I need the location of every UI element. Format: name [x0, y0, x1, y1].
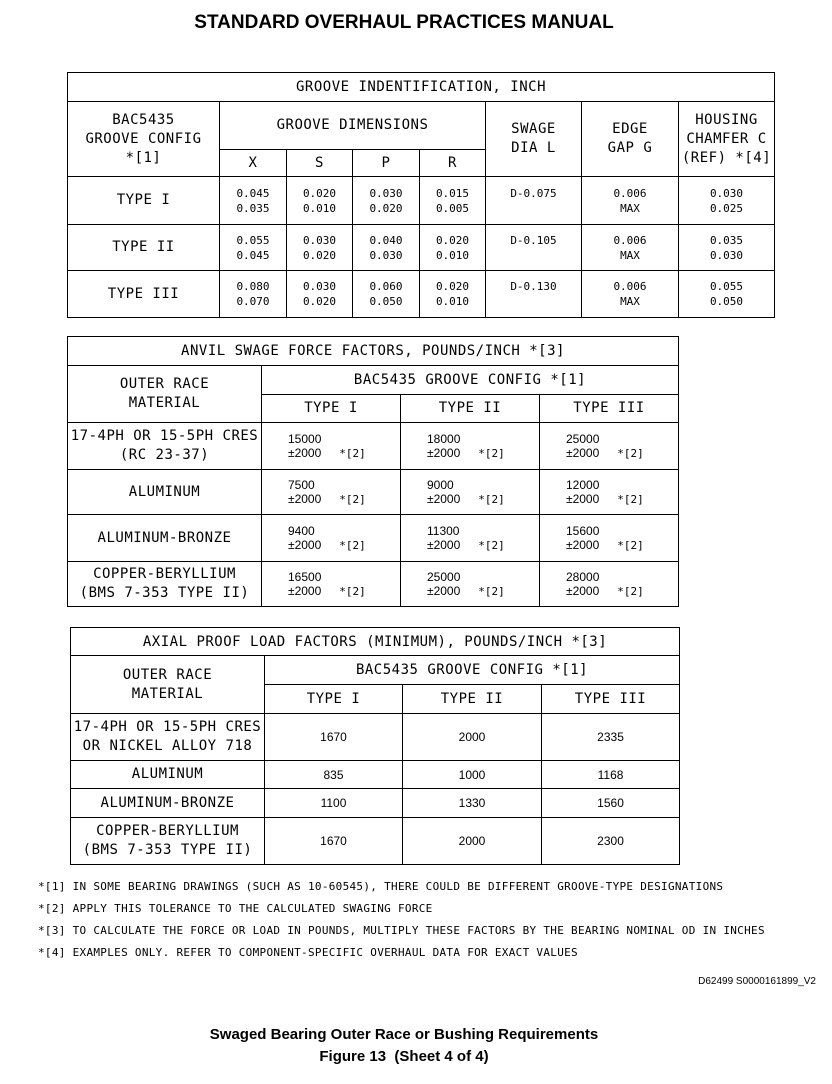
housing-value: 0.035 0.030 — [679, 225, 775, 271]
load-value: 1670 — [265, 818, 403, 865]
anvil-swage-force-table — [67, 336, 679, 607]
dim-r-value: 0.020 0.010 — [420, 271, 486, 318]
table-row — [68, 225, 775, 271]
table-row — [68, 515, 679, 562]
table-row — [68, 423, 679, 470]
edge-value: 0.006 MAX — [582, 271, 679, 318]
groove-dimensions-header: GROOVE DIMENSIONS — [220, 102, 486, 150]
page-title: STANDARD OVERHAUL PRACTICES MANUAL — [194, 12, 614, 33]
figure-number: Figure 13 (Sheet 4 of 4) — [319, 1048, 489, 1065]
material-cell: COPPER-BERYLLIUM (BMS 7-353 TYPE II) — [71, 818, 265, 865]
force-value: 18000 ±2000 *[2] — [401, 423, 540, 470]
force-value: 25000 ±2000 *[2] — [540, 423, 679, 470]
dim-r-header: R — [420, 150, 486, 177]
load-value: 2000 — [403, 714, 542, 761]
force-value: 9400 ±2000 *[2] — [262, 515, 401, 562]
axial-proof-load-table — [70, 627, 680, 865]
swage-value: D-0.075 — [486, 177, 582, 225]
housing-value: 0.030 0.025 — [679, 177, 775, 225]
material-cell: ALUMINUM-BRONZE — [71, 789, 265, 818]
groove-identification-table — [67, 72, 775, 318]
note-3: *[3] TO CALCULATE THE FORCE OR LOAD IN POUNDS, MULTIPLY THESE FACTORS BY THE BEARING NOMINAL OD IN INCHES — [38, 924, 765, 937]
table-row — [71, 714, 680, 761]
force-value: 25000 ±2000 *[2] — [401, 562, 540, 607]
note-2: *[2] APPLY THIS TOLERANCE TO THE CALCULATED SWAGING FORCE — [38, 902, 433, 915]
load-value: 1100 — [265, 789, 403, 818]
dim-s-value: 0.020 0.010 — [287, 177, 353, 225]
force-value: 15600 ±2000 *[2] — [540, 515, 679, 562]
dim-p-header: P — [353, 150, 420, 177]
load-value: 1670 — [265, 714, 403, 761]
notes-block — [38, 876, 765, 964]
type-i-header: TYPE I — [265, 685, 403, 714]
edge-value: 0.006 MAX — [582, 225, 679, 271]
load-value: 2000 — [403, 818, 542, 865]
force-value: 15000 ±2000 *[2] — [262, 423, 401, 470]
dim-x-value: 0.055 0.045 — [220, 225, 287, 271]
groove-config-header: BAC5435 GROOVE CONFIG *[1] — [265, 656, 680, 685]
housing-value: 0.055 0.050 — [679, 271, 775, 318]
material-cell: ALUMINUM — [71, 761, 265, 789]
force-value: 12000 ±2000 *[2] — [540, 470, 679, 515]
edge-gap-header: EDGE GAP G — [582, 102, 679, 177]
force-value: 16500 ±2000 *[2] — [262, 562, 401, 607]
swage-value: D-0.130 — [486, 271, 582, 318]
table-row — [71, 818, 680, 865]
material-cell: 17-4PH OR 15-5PH CRES (RC 23-37) — [68, 423, 262, 470]
dim-r-value: 0.020 0.010 — [420, 225, 486, 271]
dim-s-value: 0.030 0.020 — [287, 271, 353, 318]
table-row — [71, 789, 680, 818]
figure-caption: Swaged Bearing Outer Race or Bushing Requirements — [209, 1026, 599, 1043]
row-type: TYPE I — [68, 177, 220, 225]
row-type: TYPE III — [68, 271, 220, 318]
force-value: 7500 ±2000 *[2] — [262, 470, 401, 515]
dim-x-value: 0.080 0.070 — [220, 271, 287, 318]
table-row — [68, 470, 679, 515]
dim-p-value: 0.030 0.020 — [353, 177, 420, 225]
drawing-id: D62499 S0000161899_V2 — [698, 976, 816, 987]
housing-chamfer-header: HOUSING CHAMFER C (REF) *[4] — [679, 102, 775, 177]
type-iii-header: TYPE III — [540, 395, 679, 423]
axial-table-caption: AXIAL PROOF LOAD FACTORS (MINIMUM), POUNDS/INCH *[3] — [71, 628, 680, 656]
material-cell: ALUMINUM-BRONZE — [68, 515, 262, 562]
load-value: 835 — [265, 761, 403, 789]
dim-p-value: 0.040 0.030 — [353, 225, 420, 271]
swage-dia-header: SWAGE DIA L — [486, 102, 582, 177]
dim-r-value: 0.015 0.005 — [420, 177, 486, 225]
load-value: 1330 — [403, 789, 542, 818]
load-value: 1560 — [542, 789, 680, 818]
table-row — [68, 562, 679, 607]
material-cell: COPPER-BERYLLIUM (BMS 7-353 TYPE II) — [68, 562, 262, 607]
anvil-table-caption: ANVIL SWAGE FORCE FACTORS, POUNDS/INCH *[3] — [68, 337, 679, 366]
load-value: 1168 — [542, 761, 680, 789]
type-ii-header: TYPE II — [401, 395, 540, 423]
edge-value: 0.006 MAX — [582, 177, 679, 225]
row-type: TYPE II — [68, 225, 220, 271]
load-value: 2335 — [542, 714, 680, 761]
dim-p-value: 0.060 0.050 — [353, 271, 420, 318]
groove-config-header: BAC5435 GROOVE CONFIG *[1] — [262, 366, 679, 395]
load-value: 1000 — [403, 761, 542, 789]
dim-x-value: 0.045 0.035 — [220, 177, 287, 225]
type-iii-header: TYPE III — [542, 685, 680, 714]
swage-value: D-0.105 — [486, 225, 582, 271]
load-value: 2300 — [542, 818, 680, 865]
outer-race-material-header: OUTER RACE MATERIAL — [68, 366, 262, 423]
groove-table-caption: GROOVE INDENTIFICATION, INCH — [68, 73, 775, 102]
dim-x-header: X — [220, 150, 287, 177]
force-value: 11300 ±2000 *[2] — [401, 515, 540, 562]
force-value: 28000 ±2000 *[2] — [540, 562, 679, 607]
table-row — [71, 761, 680, 789]
type-ii-header: TYPE II — [403, 685, 542, 714]
dim-s-value: 0.030 0.020 — [287, 225, 353, 271]
note-1: *[1] IN SOME BEARING DRAWINGS (SUCH AS 10-60545), THERE COULD BE DIFFERENT GROOVE-TYPE DESIGNATIONS — [38, 880, 724, 893]
dim-s-header: S — [287, 150, 353, 177]
note-4: *[4] EXAMPLES ONLY. REFER TO COMPONENT-SPECIFIC OVERHAUL DATA FOR EXACT VALUES — [38, 946, 578, 959]
type-i-header: TYPE I — [262, 395, 401, 423]
groove-config-header: BAC5435 GROOVE CONFIG *[1] — [68, 102, 220, 177]
material-cell: 17-4PH OR 15-5PH CRES OR NICKEL ALLOY 718 — [71, 714, 265, 761]
outer-race-material-header: OUTER RACE MATERIAL — [71, 656, 265, 714]
material-cell: ALUMINUM — [68, 470, 262, 515]
table-row — [68, 177, 775, 225]
force-value: 9000 ±2000 *[2] — [401, 470, 540, 515]
table-row — [68, 271, 775, 318]
